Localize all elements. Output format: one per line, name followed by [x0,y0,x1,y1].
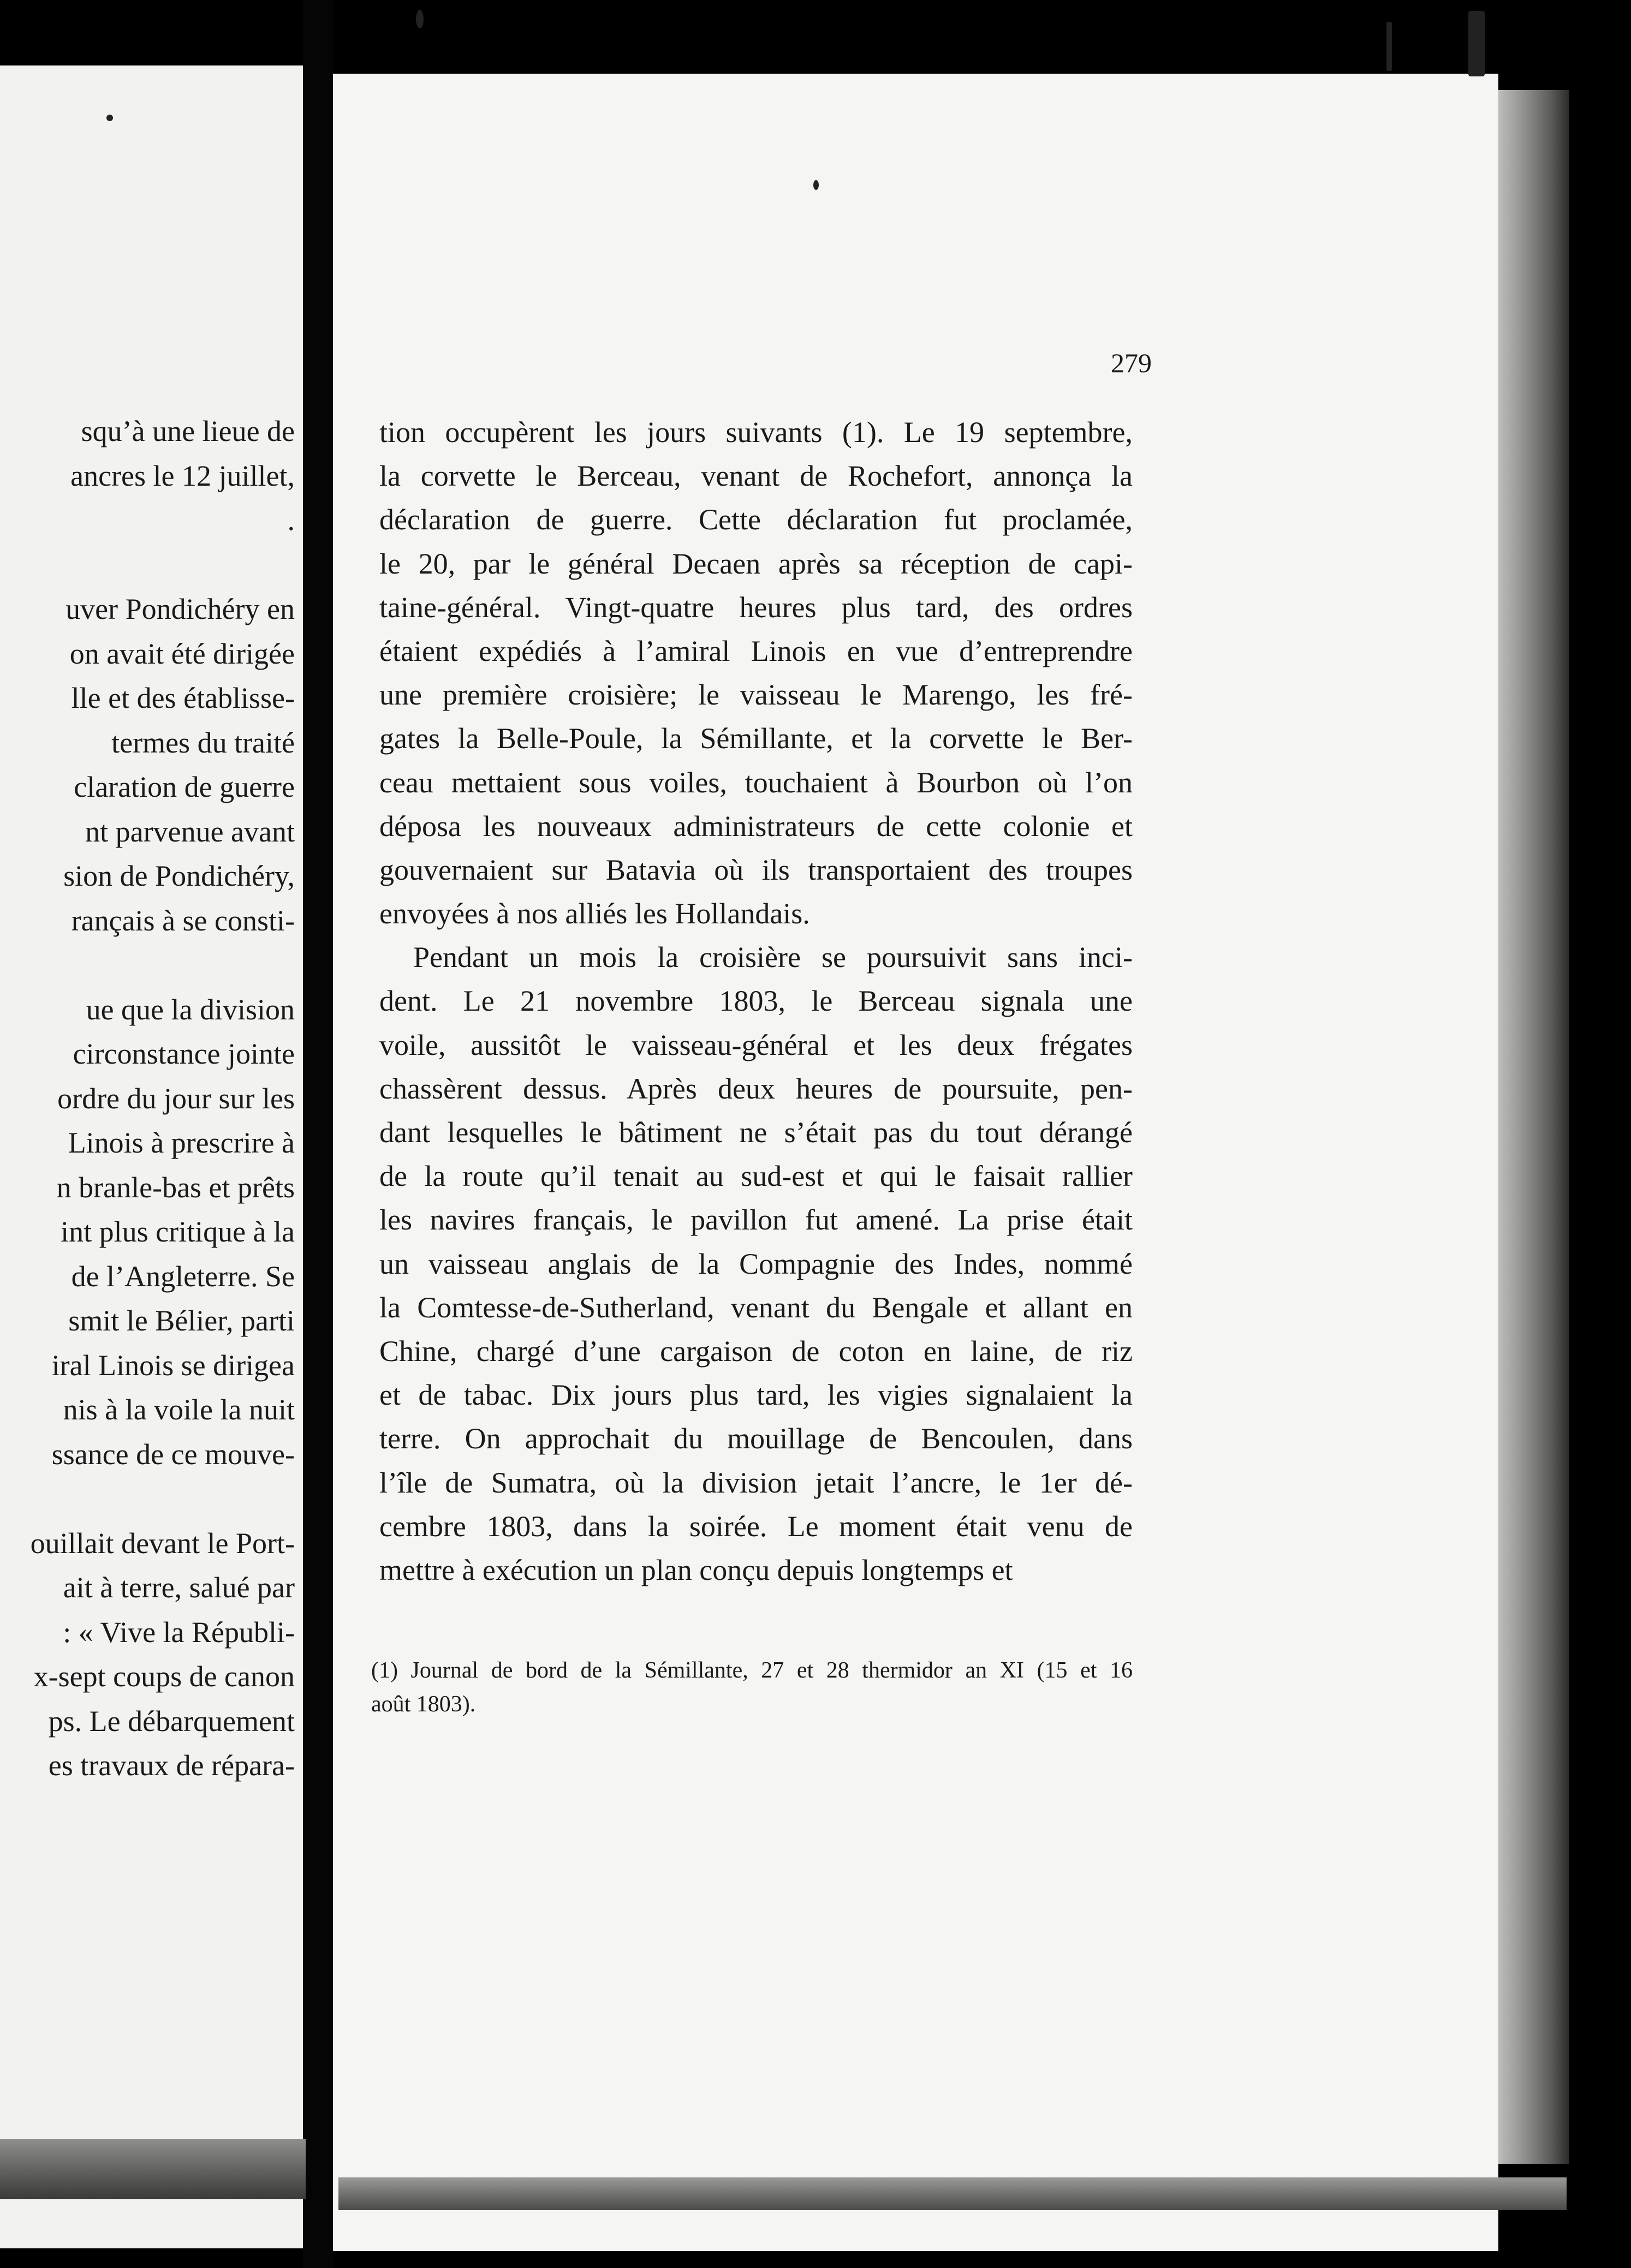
paragraph [379,935,1133,1592]
left-page-line: int plus critique à la [61,1215,295,1248]
left-page-line: termes du traité [111,726,295,759]
book-gutter [303,0,333,2268]
text-line: un vaisseau anglais de la Compagnie des Indes, nommé [379,1247,1133,1280]
text-line: gouvernaient sur Batavia où ils transportaient des troupes [379,853,1133,886]
text-line: cembre 1803, dans la soirée. Le moment était venu de [379,1509,1133,1543]
text-line: dent. Le 21 novembre 1803, le Berceau signala une [379,984,1133,1018]
left-page-line [0,943,295,988]
left-page-line: nis à la voile la nuit [63,1393,295,1426]
left-page-line: uver Pondichéry en [66,593,295,625]
left-page-line: es travaux de répara- [48,1749,295,1782]
text-line: voile, aussitôt le vaisseau-général et les deux frégates [379,1028,1133,1061]
left-page-line: . [287,504,295,536]
text-line: de la route qu’il tenait au sud-est et qui le faisait rallier [379,1160,1133,1193]
left-page-bottom-edge [0,2139,306,2199]
right-page-body [379,410,1133,1592]
left-page-line: nt parvenue avant [85,815,295,848]
left-page-line [0,1477,295,1521]
text-line: et de tabac. Dix jours plus tard, les vigies signalaient la [379,1378,1133,1412]
left-page-line: ue que la division [86,993,295,1026]
left-page-line: smit le Bélier, parti [68,1304,295,1337]
left-page-text [0,409,295,1788]
footnote-line: (1) Journal de bord de la Sémillante, 27 et 28 thermidor an XI (15 et 16 [371,1658,1133,1683]
text-line: tion occupèrent les jours suivants (1). Le 19 septembre, [379,416,1133,449]
left-page-line: ssance de ce mouve- [51,1437,295,1471]
left-page-line: de l’Angleterre. Se [71,1260,295,1293]
text-line: les navires français, le pavillon fut amené. La prise était [379,1203,1133,1237]
scan-speck [1386,22,1392,71]
page-number: 279 [1111,348,1152,378]
footnote [371,1654,1133,1721]
text-line: la corvette le Berceau, venant de Rochefort, annonça la [379,459,1133,493]
left-page-line: x-sept coups de canon [33,1660,295,1693]
scan-speck [1468,11,1485,76]
text-line: gates la Belle-Poule, la Sémillante, et la corvette le Ber- [379,722,1133,755]
left-page-line: Linois à prescrire à [68,1126,295,1159]
text-line: le 20, par le général Decaen après sa réception de capi- [379,547,1133,580]
paragraph [379,410,1133,935]
left-page-line: ps. Le débarquement [48,1704,295,1738]
left-page-line: ordre du jour sur les [57,1082,295,1115]
left-page-line [0,543,295,588]
footnote-line: août 1803). [371,1692,476,1717]
left-page-line: sion de Pondichéry, [63,860,295,892]
left-page-line: squ’à une lieue de [81,415,295,447]
left-page-line: : « Vive la Républi- [63,1615,295,1649]
text-line: chassèrent dessus. Après deux heures de poursuite, pen- [379,1072,1133,1105]
text-line: une première croisière; le vaisseau le Marengo, les fré- [379,678,1133,712]
scan-speck [416,10,424,28]
left-page-line: ait à terre, salué par [63,1571,295,1604]
text-line: dant lesquelles le bâtiment ne s’était pas du tout dérangé [379,1116,1133,1149]
left-page-line: ancres le 12 juillet, [70,459,295,492]
text-line: déposa les nouveaux administrateurs de cette colonie et [379,809,1133,843]
left-page-line: on avait été dirigée [69,637,295,670]
left-page-line: iral Linois se dirigea [51,1348,295,1382]
text-line: la Comtesse-de-Sutherland, venant du Bengale et allant en [379,1291,1133,1324]
page-stack-bottom-edge [338,2177,1567,2210]
text-line: envoyées à nos alliés les Hollandais. [379,897,810,930]
left-page-line: circonstance jointe [73,1037,295,1070]
scan-speck [106,115,113,121]
left-page-line: ouillait devant le Port- [30,1526,295,1560]
text-line: l’île de Sumatra, où la division jetait l’ancre, le 1er dé- [379,1466,1133,1499]
text-line: Chine, chargé d’une cargaison de coton en laine, de riz [379,1334,1133,1368]
left-page-line: claration de guerre [74,771,295,803]
text-line: mettre à exécution un plan conçu depuis longtemps et [379,1553,1013,1586]
left-page-line: rançais à se consti- [71,904,295,937]
page-stack-edge [1498,90,1569,2164]
text-line: ceau mettaient sous voiles, touchaient à Bourbon où l’on [379,766,1133,799]
left-page-line: lle et des établisse- [71,682,295,714]
text-line: déclaration de guerre. Cette déclaration fut proclamée, [379,503,1133,536]
text-line: étaient expédiés à l’amiral Linois en vue d’entreprendre [379,634,1133,667]
left-page-line: n branle-bas et prêts [56,1171,295,1204]
scan-speck [813,180,819,190]
text-line: terre. On approchait du mouillage de Bencoulen, dans [379,1422,1133,1455]
text-line: Pendant un mois la croisière se poursuivit sans inci- [413,941,1133,974]
text-line: taine-général. Vingt-quatre heures plus tard, des ordres [379,590,1133,624]
